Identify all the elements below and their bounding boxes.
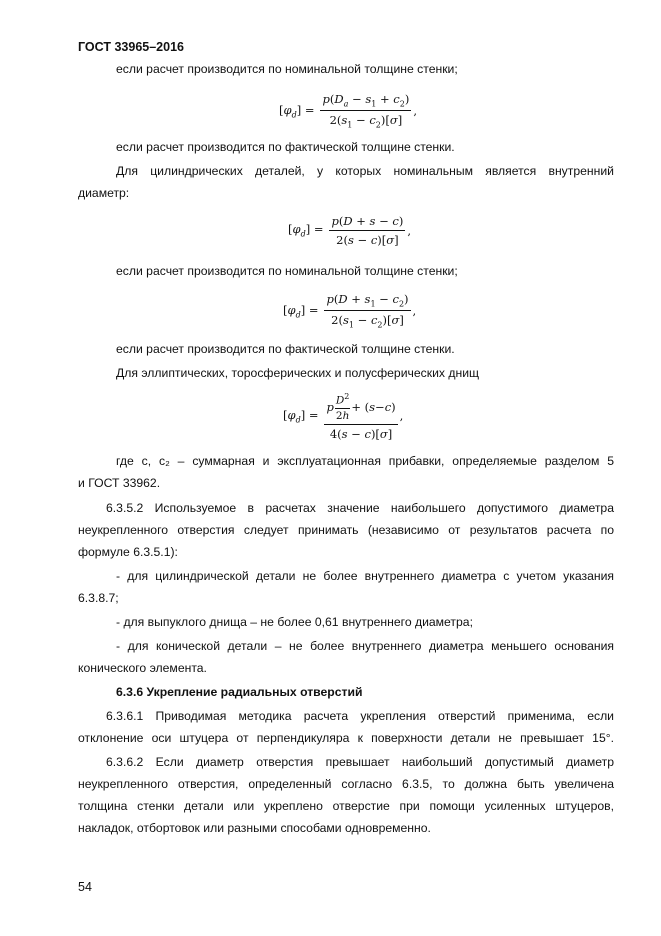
paragraph-6352: формуле 6.3.5.1): <box>78 545 178 559</box>
paragraph-6362: неукрепленного отверстия, определенный согласно 6.3.5, то должна быть увеличена <box>78 777 614 791</box>
text-line: диаметр: <box>78 186 130 200</box>
formula-1: $[\varphi_d]$ = $\frac{p(D_a - s_1 + c_2)}{2(s_1 - c_2)[\sigma]}$ , <box>279 92 417 130</box>
paragraph-6362: 6.3.6.2 Если диаметр отверстия превышает наибольший допустимый диаметр <box>106 755 614 769</box>
page-number: 54 <box>78 880 92 894</box>
document-header: ГОСТ 33965–2016 <box>78 40 184 54</box>
paragraph-6362: накладок, отбортовок или разными способами одновременно. <box>78 821 431 835</box>
text-line: если расчет производится по номинальной толщине стенки; <box>116 62 458 76</box>
list-item: - для конической детали – не более внутреннего диаметра меньшего основания <box>116 639 614 653</box>
list-item: - для выпуклого днища – не более 0,61 внутреннего диаметра; <box>116 615 473 629</box>
formula-3: $[\varphi_d]$ = $\frac{p(D + s_1 - c_2)}{2(s_1 - c_2)[\sigma]}$ , <box>283 292 417 330</box>
text-line: Для эллиптических, торосферических и полусферических днищ <box>116 366 480 380</box>
text-line: где c, c₂ – суммарная и эксплуатационная прибавки, определяемые разделом 5 <box>116 454 614 468</box>
list-item: 6.3.8.7; <box>78 591 119 605</box>
paragraph-6362: толщина стенки детали или укреплено отверстие при помощи усиленных штуцеров, <box>78 799 614 813</box>
text-line: если расчет производится по номинальной толщине стенки; <box>116 264 458 278</box>
paragraph-6361: отклонение оси штуцера от перпендикуляра к поверхности детали не превышает 15°. <box>78 731 614 745</box>
text-line: Для цилиндрических деталей, у которых номинальным является внутренний <box>116 164 614 178</box>
list-item: - для цилиндрической детали не более внутреннего диаметра с учетом указания <box>116 569 614 583</box>
section-heading: 6.3.6 Укрепление радиальных отверстий <box>116 685 363 699</box>
text-line: и ГОСТ 33962. <box>78 476 161 490</box>
paragraph-6361: 6.3.6.1 Приводимая методика расчета укрепления отверстий применима, если <box>106 709 614 723</box>
text-line: если расчет производится по фактической толщине стенки. <box>116 342 455 356</box>
paragraph-6352: 6.3.5.2 Используемое в расчетах значение наибольшего допустимого диаметра <box>106 501 614 515</box>
formula-2: $[\varphi_d]$ = $\frac{p(D + s - c)}{2(s - c)[\sigma]}$ , <box>288 214 411 247</box>
paragraph-6352: неукрепленного отверстия следует принимать (независимо от результатов расчета по <box>78 523 614 537</box>
text-line: если расчет производится по фактической толщине стенки. <box>116 140 455 154</box>
formula-4: $[\varphi_d]$ = p $\frac{D^2}{2h}$ + ( s − c ) 4(s − c)[σ] , <box>283 392 404 441</box>
list-item: конического элемента. <box>78 661 207 675</box>
